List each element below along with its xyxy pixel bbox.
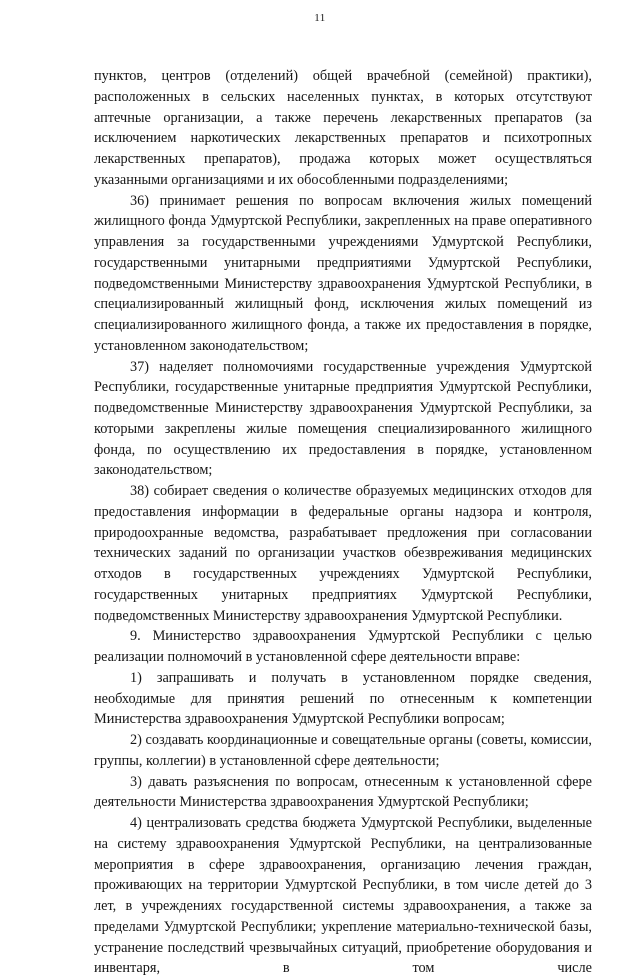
paragraph-item-36: 36) принимает решения по вопросам включения жилых помещений жилищного фонда Удмуртской Республики, закрепленных на праве оперативного управления за государственными учреждениями Удмуртской Республики, государственными унитарными предприятиями Удмуртской Республики, подведомственными Министерству здравоохранения Удмуртской Республики, в специализированный жилищный фонд, исключения жилых помещений из специализированного жилищного фонда, а также их предоставления в порядке, установленном законодательством; (94, 192, 592, 354)
paragraph-item-38: 38) собирает сведения о количестве образуемых медицинских отходов для предоставления информации в федеральные органы надзора и контроля, природоохранные ведомства, разрабатывает предложения при согласовании технических заданий по организации участков обезвреживания медицинских отходов в государственных учреждениях Удмуртской Республики, государственных унитарных предприятиях Удмуртской Республики, подведомственных Министерству здравоохранения Удмуртской Республики. (94, 483, 592, 624)
paragraph-section-9: 9. Министерство здравоохранения Удмуртской Республики с целью реализации полномочий в установленной сфере деятельности вправе: (94, 628, 592, 665)
paragraph-item-37: 37) наделяет полномочиями государственные учреждения Удмуртской Республики, государственные унитарные предприятия Удмуртской Республики, подведомственные Министерству здравоохранения Удмуртской Республики, за которыми закреплены жилые помещения специализированного жилищного фонда, по осуществлению их предоставления в порядке, установленном законодательством; (94, 358, 592, 479)
paragraph-continuation: пунктов, центров (отделений) общей врачебной (семейной) практики), расположенных в сельских населенных пунктах, в которых отсутствуют аптечные организации, а также перечень лекарственных препаратов (за исключением наркотических лекарственных препаратов и психотропных лекарственных препаратов), продажа которых может осуществляться указанными организациями и их обособленными подразделениями; (94, 68, 592, 188)
page-number: 11 (314, 12, 326, 24)
paragraph-right-1: 1) запрашивать и получать в установленном порядке сведения, необходимые для принятия решений по отнесенным к компетенции Министерства здравоохранения Удмуртской Республики вопросам; (94, 669, 592, 728)
paragraph-right-3: 3) давать разъяснения по вопросам, отнесенным к установленной сфере деятельности Министерства здравоохранения Удмуртской Республики; (94, 773, 592, 811)
paragraph-right-4: 4) централизовать средства бюджета Удмуртской Республики, выделенные на систему здравоохранения Удмуртской Республики, на централизованные мероприятия в сфере здравоохранения, организацию лечения граждан, проживающих на территории Удмуртской Республики, в том числе детей до 3 лет, в учреждениях государственной системы здравоохранения, а также за пределами Удмуртской Республики; укрепление материально-технической базы, устранение последствий чрезвычайных ситуаций, приобретение оборудования и инвентаря, в том числе (94, 815, 592, 977)
document-body (94, 66, 592, 979)
paragraph-right-2: 2) создавать координационные и совещательные органы (советы, комиссии, группы, коллегии) в установленной сфере деятельности; (94, 732, 592, 769)
